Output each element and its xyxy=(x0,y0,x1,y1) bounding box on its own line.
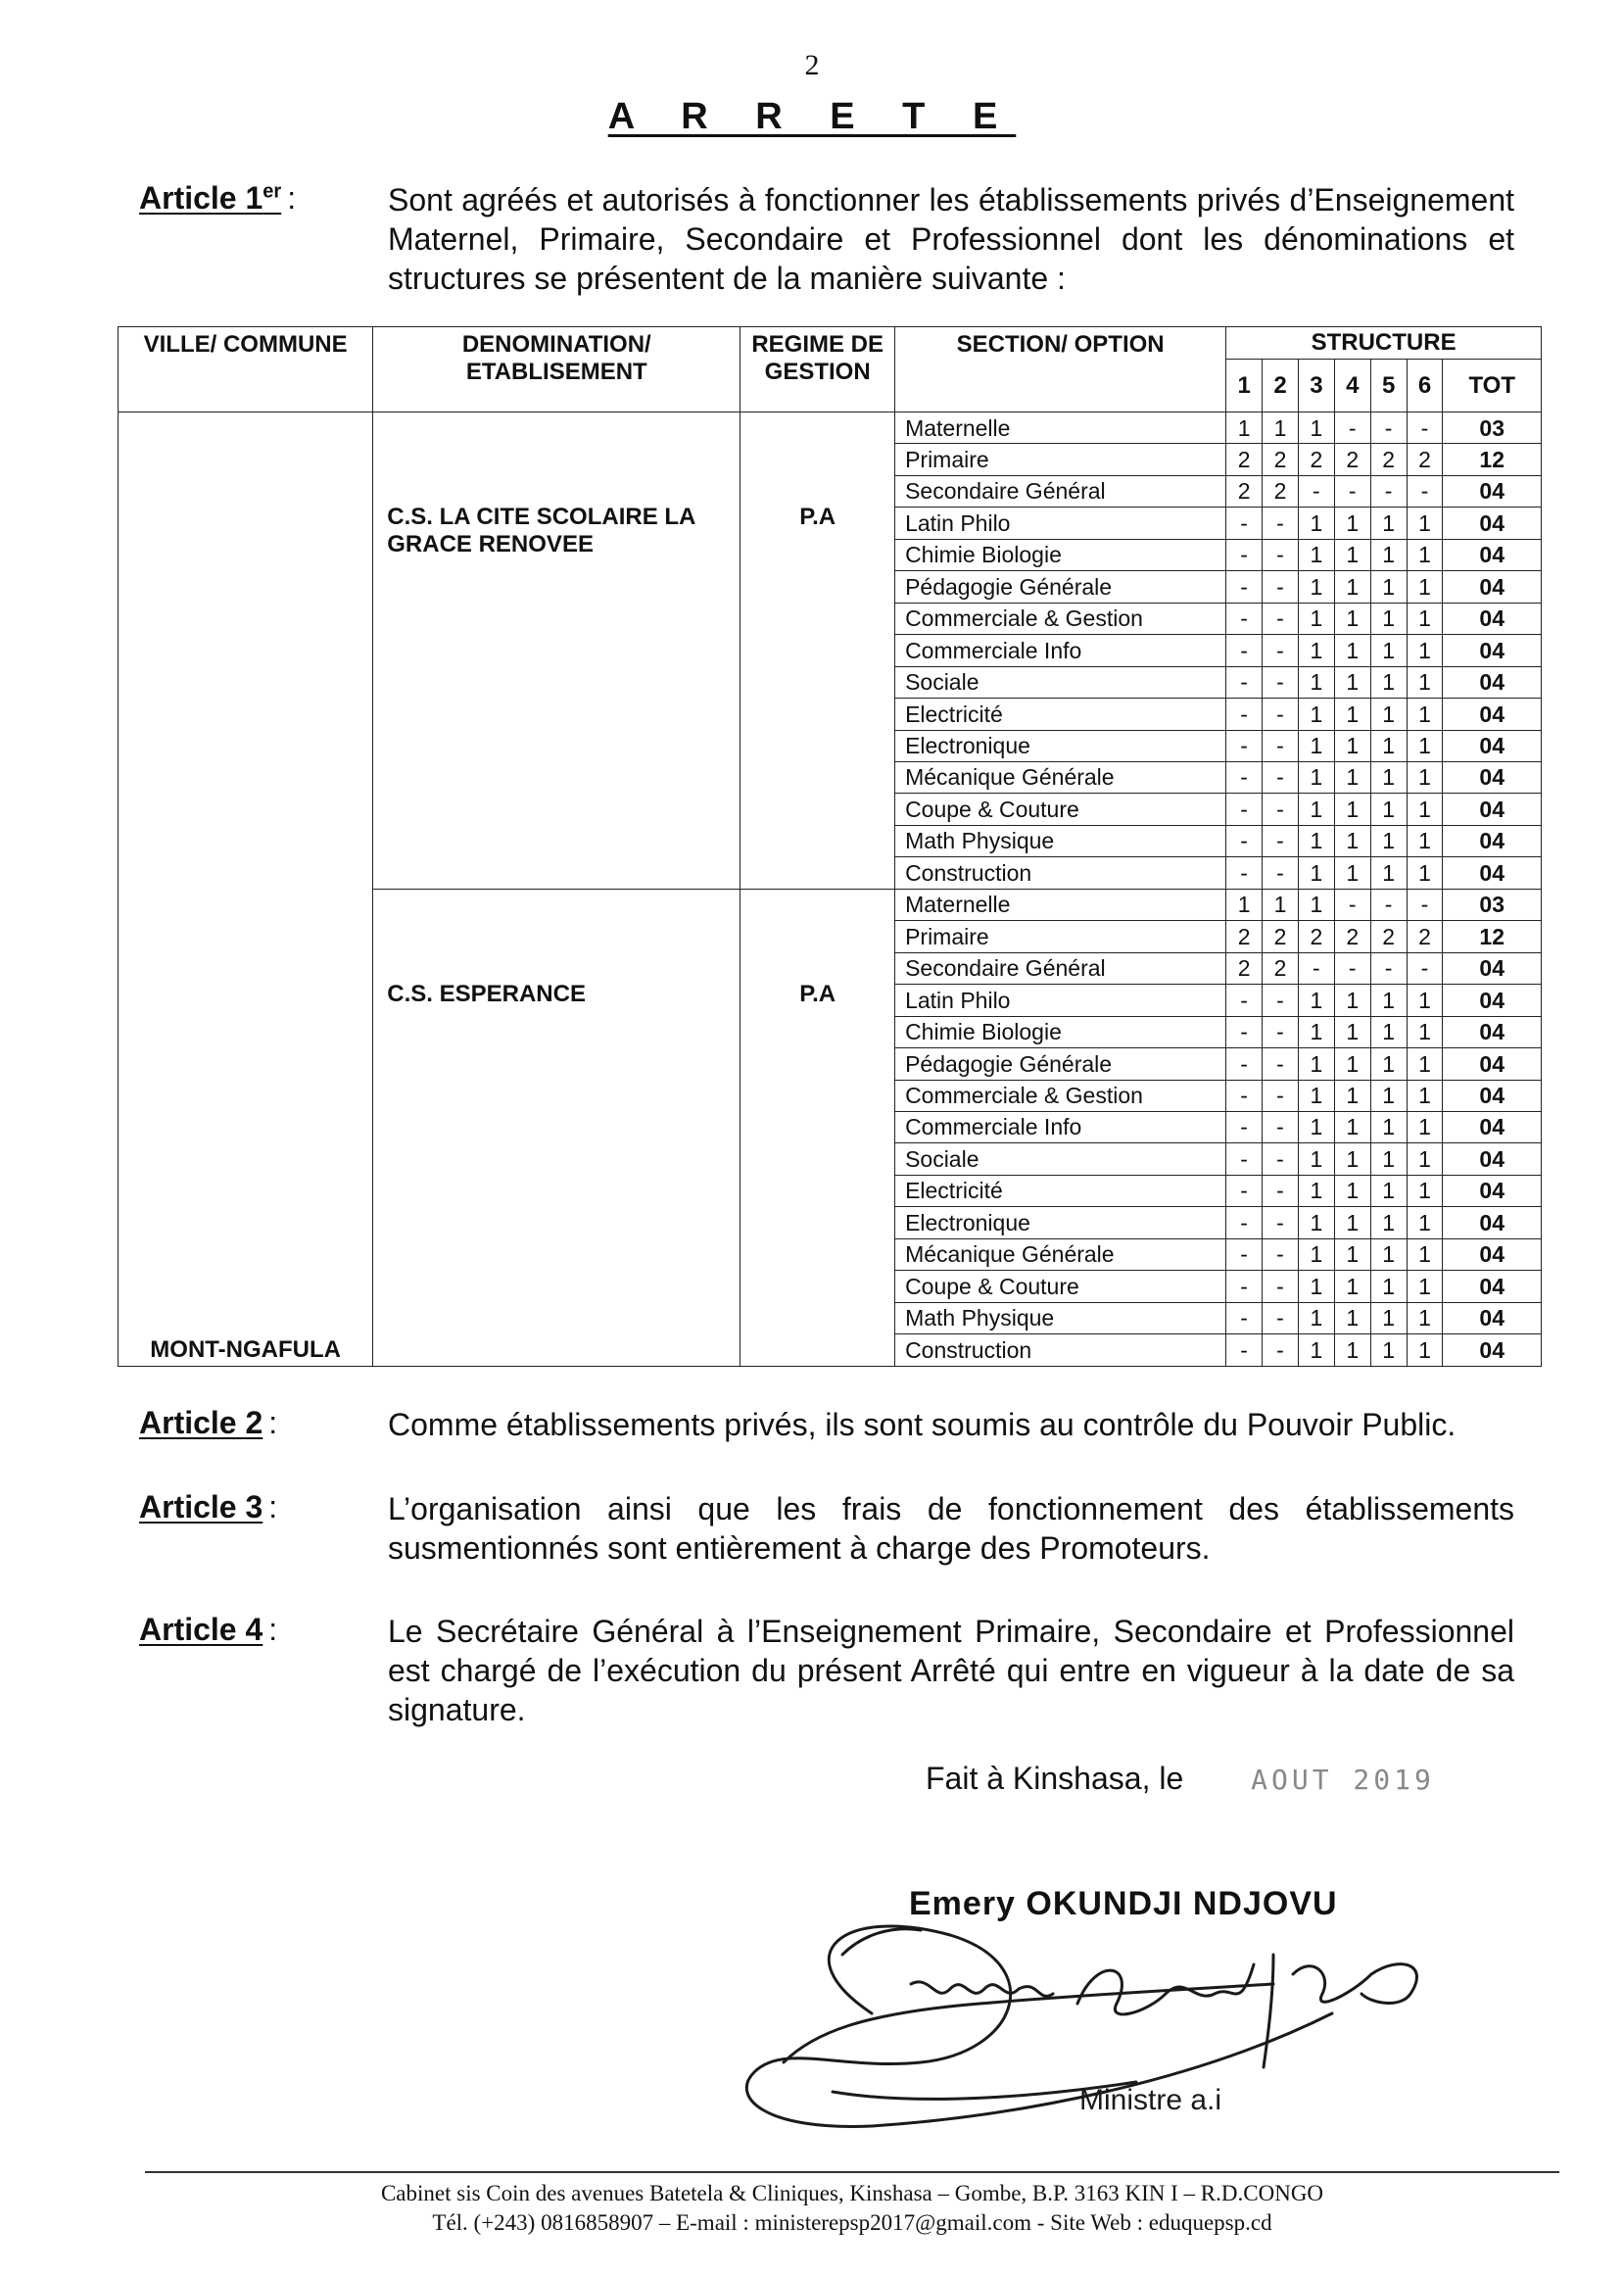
section-cell: Commerciale & Gestion xyxy=(895,603,1226,634)
header-col-tot: TOT xyxy=(1443,360,1542,412)
structure-value-cell: 1 xyxy=(1370,1080,1407,1111)
structure-value-cell: - xyxy=(1263,794,1299,825)
structure-value-cell: 1 xyxy=(1334,857,1370,889)
footer-divider xyxy=(145,2171,1559,2173)
structure-value-cell: - xyxy=(1226,1111,1263,1142)
structure-value-cell: - xyxy=(1226,635,1263,666)
article-3-label-text: Article 3 xyxy=(139,1489,263,1525)
structure-value-cell: 1 xyxy=(1298,1271,1334,1302)
ville-cell: MONT-NGAFULA xyxy=(119,412,373,1367)
structure-value-cell: 1 xyxy=(1407,1271,1443,1302)
structure-value-cell: 1 xyxy=(1407,1238,1443,1270)
total-cell: 04 xyxy=(1443,1334,1542,1367)
total-cell: 04 xyxy=(1443,1175,1542,1206)
structure-value-cell: 1 xyxy=(1370,1238,1407,1270)
structure-value-cell: 1 xyxy=(1298,1048,1334,1080)
article-4-label: Article 4 : xyxy=(139,1612,278,1647)
structure-value-cell: - xyxy=(1263,635,1299,666)
structure-value-cell: - xyxy=(1334,952,1370,984)
structure-value-cell: 1 xyxy=(1226,412,1263,444)
structure-value-cell: 1 xyxy=(1334,1207,1370,1238)
structure-value-cell: 1 xyxy=(1298,635,1334,666)
structure-value-cell: 1 xyxy=(1407,1207,1443,1238)
structure-value-cell: 1 xyxy=(1407,761,1443,793)
structure-value-cell: 1 xyxy=(1298,1080,1334,1111)
structure-value-cell: 1 xyxy=(1334,1238,1370,1270)
total-cell: 04 xyxy=(1443,857,1542,889)
total-cell: 04 xyxy=(1443,699,1542,730)
total-cell: 04 xyxy=(1443,539,1542,570)
structure-value-cell: 1 xyxy=(1298,1143,1334,1175)
document-title-text: A R R E T E xyxy=(607,96,1017,137)
total-cell: 04 xyxy=(1443,1302,1542,1333)
total-cell: 04 xyxy=(1443,475,1542,507)
structure-value-cell: - xyxy=(1263,1207,1299,1238)
section-cell: Electronique xyxy=(895,1207,1226,1238)
structure-value-cell: - xyxy=(1226,730,1263,761)
structure-value-cell: 1 xyxy=(1370,857,1407,889)
structure-value-cell: 1 xyxy=(1407,1048,1443,1080)
structure-value-cell: 2 xyxy=(1334,921,1370,952)
structure-value-cell: - xyxy=(1226,1302,1263,1333)
structure-value-cell: 2 xyxy=(1226,475,1263,507)
section-cell: Pédagogie Générale xyxy=(895,571,1226,603)
structure-value-cell: 1 xyxy=(1407,539,1443,570)
structure-value-cell: 1 xyxy=(1407,1175,1443,1206)
total-cell: 04 xyxy=(1443,1207,1542,1238)
article-2-label-text: Article 2 xyxy=(139,1405,263,1440)
structure-value-cell: 1 xyxy=(1298,412,1334,444)
structure-value-cell: - xyxy=(1407,475,1443,507)
structure-value-cell: - xyxy=(1263,539,1299,570)
article-2-text: Comme établissements privés, ils sont soumis au contrôle du Pouvoir Public. xyxy=(388,1407,1457,1442)
section-cell: Mécanique Générale xyxy=(895,1238,1226,1270)
structure-value-cell: - xyxy=(1263,857,1299,889)
section-cell: Secondaire Général xyxy=(895,952,1226,984)
section-cell: Sociale xyxy=(895,666,1226,698)
total-cell: 12 xyxy=(1443,444,1542,475)
structure-value-cell: 1 xyxy=(1298,699,1334,730)
structure-value-cell: - xyxy=(1334,475,1370,507)
structure-value-cell: 2 xyxy=(1370,444,1407,475)
structure-value-cell: - xyxy=(1407,952,1443,984)
structure-value-cell: - xyxy=(1263,1048,1299,1080)
structure-value-cell: - xyxy=(1226,1207,1263,1238)
total-cell: 04 xyxy=(1443,1048,1542,1080)
structure-value-cell: 1 xyxy=(1407,1080,1443,1111)
structure-value-cell: - xyxy=(1263,603,1299,634)
structure-value-cell: - xyxy=(1263,1271,1299,1302)
establishment-name: C.S. ESPERANCE xyxy=(373,889,740,1366)
structure-value-cell: - xyxy=(1263,699,1299,730)
section-cell: Electricité xyxy=(895,699,1226,730)
structure-value-cell: 1 xyxy=(1298,1016,1334,1047)
structure-value-cell: 1 xyxy=(1407,1302,1443,1333)
structure-value-cell: 1 xyxy=(1334,1334,1370,1367)
structure-value-cell: 1 xyxy=(1407,730,1443,761)
structure-value-cell: 1 xyxy=(1334,761,1370,793)
structure-value-cell: - xyxy=(1334,412,1370,444)
structure-value-cell: 1 xyxy=(1334,635,1370,666)
section-cell: Electronique xyxy=(895,730,1226,761)
total-cell: 04 xyxy=(1443,952,1542,984)
document-title xyxy=(0,96,1624,138)
section-cell: Commerciale Info xyxy=(895,1111,1226,1142)
article-4-label-text: Article 4 xyxy=(139,1612,263,1647)
structure-value-cell: - xyxy=(1407,412,1443,444)
section-cell: Sociale xyxy=(895,1143,1226,1175)
header-section: SECTION/ OPTION xyxy=(895,327,1226,412)
structure-value-cell: 1 xyxy=(1298,730,1334,761)
header-ville: VILLE/ COMMUNE xyxy=(119,327,373,412)
structure-value-cell: 1 xyxy=(1370,508,1407,539)
structure-value-cell: 1 xyxy=(1334,985,1370,1016)
total-cell: 04 xyxy=(1443,635,1542,666)
structure-value-cell: - xyxy=(1263,1175,1299,1206)
section-cell: Math Physique xyxy=(895,825,1226,856)
structure-value-cell: - xyxy=(1226,1238,1263,1270)
section-cell: Mécanique Générale xyxy=(895,761,1226,793)
structure-value-cell: - xyxy=(1226,1048,1263,1080)
article-2-label: Article 2 : xyxy=(139,1405,278,1440)
structure-value-cell: - xyxy=(1263,1016,1299,1047)
section-cell: Maternelle xyxy=(895,412,1226,444)
structure-value-cell: - xyxy=(1226,1271,1263,1302)
structure-value-cell: 1 xyxy=(1407,1111,1443,1142)
structure-value-cell: 1 xyxy=(1298,666,1334,698)
header-regime: REGIME DE GESTION xyxy=(740,327,895,412)
structure-value-cell: 1 xyxy=(1263,889,1299,920)
structure-value-cell: 1 xyxy=(1370,1207,1407,1238)
section-cell: Latin Philo xyxy=(895,508,1226,539)
signatory-name: Emery OKUNDJI NDJOVU xyxy=(909,1885,1338,1922)
structure-value-cell: 1 xyxy=(1334,1111,1370,1142)
structure-value-cell: 2 xyxy=(1226,444,1263,475)
structure-value-cell: - xyxy=(1263,825,1299,856)
total-cell: 04 xyxy=(1443,571,1542,603)
structure-value-cell: 1 xyxy=(1370,825,1407,856)
structure-value-cell: - xyxy=(1226,794,1263,825)
structure-value-cell: - xyxy=(1263,761,1299,793)
structure-value-cell: - xyxy=(1263,1143,1299,1175)
structure-table xyxy=(118,326,1542,1367)
structure-value-cell: - xyxy=(1226,985,1263,1016)
total-cell: 04 xyxy=(1443,508,1542,539)
structure-value-cell: 1 xyxy=(1298,571,1334,603)
structure-value-cell: - xyxy=(1226,603,1263,634)
structure-value-cell: - xyxy=(1226,539,1263,570)
structure-value-cell: - xyxy=(1226,1175,1263,1206)
article-3-label: Article 3 : xyxy=(139,1489,278,1525)
section-cell: Secondaire Général xyxy=(895,475,1226,507)
structure-value-cell: 1 xyxy=(1370,571,1407,603)
section-cell: Electricité xyxy=(895,1175,1226,1206)
total-cell: 04 xyxy=(1443,1238,1542,1270)
structure-value-cell: - xyxy=(1226,1143,1263,1175)
structure-value-cell: 2 xyxy=(1263,921,1299,952)
structure-value-cell: 1 xyxy=(1226,889,1263,920)
structure-value-cell: 1 xyxy=(1334,1048,1370,1080)
structure-value-cell: 1 xyxy=(1298,603,1334,634)
structure-value-cell: 1 xyxy=(1334,1175,1370,1206)
structure-value-cell: 1 xyxy=(1298,889,1334,920)
section-cell: Primaire xyxy=(895,444,1226,475)
footer-address: Cabinet sis Coin des avenues Batetela & Cliniques, Kinshasa – Gombe, B.P. 3163 KIN I – R.D.CONGO xyxy=(380,2181,1324,2205)
structure-value-cell: 1 xyxy=(1407,635,1443,666)
structure-value-cell: 2 xyxy=(1263,952,1299,984)
stamped-date: AOUT 2019 xyxy=(1251,1764,1435,1796)
structure-value-cell: 1 xyxy=(1370,603,1407,634)
structure-value-cell: - xyxy=(1226,666,1263,698)
structure-value-cell: 1 xyxy=(1334,730,1370,761)
section-cell: Commerciale & Gestion xyxy=(895,1080,1226,1111)
header-denomination: DENOMINATION/ ETABLISEMENT xyxy=(373,327,740,412)
section-cell: Construction xyxy=(895,1334,1226,1367)
structure-value-cell: 1 xyxy=(1334,508,1370,539)
structure-value-cell: 1 xyxy=(1298,761,1334,793)
structure-value-cell: 1 xyxy=(1370,1016,1407,1047)
structure-value-cell: 1 xyxy=(1334,1143,1370,1175)
structure-value-cell: 2 xyxy=(1263,444,1299,475)
section-cell: Math Physique xyxy=(895,1302,1226,1333)
regime-cell: P.A xyxy=(740,412,895,890)
total-cell: 04 xyxy=(1443,761,1542,793)
structure-value-cell: 1 xyxy=(1370,1334,1407,1367)
section-cell: Latin Philo xyxy=(895,985,1226,1016)
structure-value-cell: 1 xyxy=(1407,1016,1443,1047)
structure-value-cell: 1 xyxy=(1298,857,1334,889)
structure-value-cell: 2 xyxy=(1298,444,1334,475)
structure-value-cell: - xyxy=(1263,1238,1299,1270)
structure-value-cell: - xyxy=(1226,508,1263,539)
header-col: 5 xyxy=(1370,360,1407,412)
structure-value-cell: 1 xyxy=(1370,1143,1407,1175)
structure-value-cell: - xyxy=(1263,1334,1299,1367)
structure-value-cell: 1 xyxy=(1407,825,1443,856)
structure-value-cell: - xyxy=(1334,889,1370,920)
structure-value-cell: - xyxy=(1226,857,1263,889)
structure-value-cell: 1 xyxy=(1298,1111,1334,1142)
structure-value-cell: 1 xyxy=(1334,539,1370,570)
table-body xyxy=(119,412,1542,1367)
structure-value-cell: - xyxy=(1263,985,1299,1016)
section-cell: Coupe & Couture xyxy=(895,794,1226,825)
total-cell: 12 xyxy=(1443,921,1542,952)
structure-value-cell: 1 xyxy=(1370,985,1407,1016)
total-cell: 04 xyxy=(1443,825,1542,856)
structure-value-cell: 1 xyxy=(1298,794,1334,825)
structure-value-cell: - xyxy=(1226,825,1263,856)
structure-value-cell: - xyxy=(1370,952,1407,984)
place-date-text: Fait à Kinshasa, le xyxy=(926,1761,1184,1796)
structure-value-cell: 2 xyxy=(1407,444,1443,475)
structure-value-cell: 2 xyxy=(1226,952,1263,984)
regime-cell: P.A xyxy=(740,889,895,1366)
establishment-name: C.S. LA CITE SCOLAIRE LA GRACE RENOVEE xyxy=(373,412,740,890)
place-date xyxy=(926,1761,1435,1797)
structure-value-cell: 2 xyxy=(1370,921,1407,952)
section-cell: Construction xyxy=(895,857,1226,889)
structure-value-cell: - xyxy=(1226,571,1263,603)
signatory-role: Ministre a.i xyxy=(1079,2084,1222,2116)
structure-value-cell: 1 xyxy=(1334,1302,1370,1333)
structure-value-cell: - xyxy=(1407,889,1443,920)
total-cell: 04 xyxy=(1443,1080,1542,1111)
structure-value-cell: - xyxy=(1263,508,1299,539)
total-cell: 03 xyxy=(1443,412,1542,444)
structure-value-cell: - xyxy=(1226,699,1263,730)
structure-value-cell: 1 xyxy=(1370,794,1407,825)
total-cell: 04 xyxy=(1443,1016,1542,1047)
structure-value-cell: - xyxy=(1263,1302,1299,1333)
structure-value-cell: 2 xyxy=(1407,921,1443,952)
structure-value-cell: 1 xyxy=(1298,508,1334,539)
section-cell: Pédagogie Générale xyxy=(895,1048,1226,1080)
structure-value-cell: 1 xyxy=(1370,699,1407,730)
structure-value-cell: - xyxy=(1263,571,1299,603)
total-cell: 04 xyxy=(1443,794,1542,825)
table-row xyxy=(119,412,1542,444)
header-col: 1 xyxy=(1226,360,1263,412)
structure-value-cell: 1 xyxy=(1370,1048,1407,1080)
structure-value-cell: 1 xyxy=(1334,699,1370,730)
structure-value-cell: 1 xyxy=(1407,699,1443,730)
article-1-label-text: Article 1 xyxy=(139,180,263,216)
structure-value-cell: 1 xyxy=(1407,794,1443,825)
structure-value-cell: 1 xyxy=(1370,730,1407,761)
structure-value-cell: 1 xyxy=(1370,666,1407,698)
header-structure: STRUCTURE xyxy=(1226,327,1542,360)
header-col: 4 xyxy=(1334,360,1370,412)
structure-value-cell: 1 xyxy=(1334,1016,1370,1047)
structure-value-cell: - xyxy=(1370,889,1407,920)
article-3-text: L’organisation ainsi que les frais de fonctionnement des établissements susmentionnés sont entièrement à charge des Promoteurs. xyxy=(388,1491,1514,1566)
structure-value-cell: - xyxy=(1226,1080,1263,1111)
structure-value-cell: 1 xyxy=(1370,635,1407,666)
structure-value-cell: 1 xyxy=(1298,1302,1334,1333)
structure-value-cell: - xyxy=(1263,666,1299,698)
article-4-text: Le Secrétaire Général à l’Enseignement Primaire, Secondaire et Professionnel est chargé de l’exécution du présent Arrêté qui entre en vigueur à la date de sa signature. xyxy=(388,1614,1514,1727)
structure-value-cell: 1 xyxy=(1334,1080,1370,1111)
structure-value-cell: - xyxy=(1226,761,1263,793)
structure-value-cell: 1 xyxy=(1407,985,1443,1016)
structure-value-cell: 1 xyxy=(1298,1175,1334,1206)
structure-value-cell: 1 xyxy=(1298,985,1334,1016)
structure-value-cell: 1 xyxy=(1407,1334,1443,1367)
total-cell: 03 xyxy=(1443,889,1542,920)
structure-value-cell: 1 xyxy=(1334,794,1370,825)
section-cell: Coupe & Couture xyxy=(895,1271,1226,1302)
structure-value-cell: 1 xyxy=(1298,825,1334,856)
structure-value-cell: - xyxy=(1263,1111,1299,1142)
header-col: 2 xyxy=(1263,360,1299,412)
structure-value-cell: 1 xyxy=(1334,571,1370,603)
structure-value-cell: 1 xyxy=(1370,761,1407,793)
structure-value-cell: 1 xyxy=(1298,1238,1334,1270)
structure-value-cell: 1 xyxy=(1334,666,1370,698)
structure-value-cell: 1 xyxy=(1407,857,1443,889)
structure-value-cell: 1 xyxy=(1298,539,1334,570)
structure-value-cell: 1 xyxy=(1370,1175,1407,1206)
total-cell: 04 xyxy=(1443,1271,1542,1302)
article-1-text: Sont agréés et autorisés à fonctionner les établissements privés d’Enseignement Maternel, Primaire, Secondaire et Professionnel dont les dénominations et structures se présentent de la manière suivante : xyxy=(388,182,1514,296)
structure-value-cell: 1 xyxy=(1298,1207,1334,1238)
handwritten-signature xyxy=(725,1896,1489,2151)
total-cell: 04 xyxy=(1443,730,1542,761)
total-cell: 04 xyxy=(1443,985,1542,1016)
structure-value-cell: - xyxy=(1226,1016,1263,1047)
section-cell: Commerciale Info xyxy=(895,635,1226,666)
header-col: 3 xyxy=(1298,360,1334,412)
structure-value-cell: 1 xyxy=(1370,1302,1407,1333)
structure-value-cell: 1 xyxy=(1407,666,1443,698)
structure-value-cell: 2 xyxy=(1334,444,1370,475)
structure-value-cell: - xyxy=(1370,412,1407,444)
structure-value-cell: 1 xyxy=(1334,1271,1370,1302)
structure-value-cell: 1 xyxy=(1407,1143,1443,1175)
structure-value-cell: - xyxy=(1263,730,1299,761)
structure-value-cell: 2 xyxy=(1263,475,1299,507)
structure-value-cell: 1 xyxy=(1370,1271,1407,1302)
structure-value-cell: 1 xyxy=(1407,603,1443,634)
structure-value-cell: 1 xyxy=(1263,412,1299,444)
structure-value-cell: 1 xyxy=(1370,1111,1407,1142)
section-cell: Chimie Biologie xyxy=(895,1016,1226,1047)
structure-value-cell: 2 xyxy=(1298,921,1334,952)
structure-value-cell: 1 xyxy=(1407,571,1443,603)
article-1-label: Article 1er : xyxy=(139,180,297,216)
total-cell: 04 xyxy=(1443,603,1542,634)
total-cell: 04 xyxy=(1443,666,1542,698)
structure-value-cell: 1 xyxy=(1334,603,1370,634)
header-col: 6 xyxy=(1407,360,1443,412)
structure-value-cell: 1 xyxy=(1407,508,1443,539)
total-cell: 04 xyxy=(1443,1143,1542,1175)
article-1-label-sup: er xyxy=(263,180,282,203)
structure-value-cell: - xyxy=(1370,475,1407,507)
structure-value-cell: 1 xyxy=(1370,539,1407,570)
structure-value-cell: - xyxy=(1263,1080,1299,1111)
page-number: 2 xyxy=(804,49,820,81)
structure-value-cell: 2 xyxy=(1226,921,1263,952)
section-cell: Primaire xyxy=(895,921,1226,952)
structure-value-cell: 1 xyxy=(1334,825,1370,856)
structure-value-cell: - xyxy=(1226,1334,1263,1367)
total-cell: 04 xyxy=(1443,1111,1542,1142)
structure-value-cell: 1 xyxy=(1298,1334,1334,1367)
section-cell: Chimie Biologie xyxy=(895,539,1226,570)
structure-value-cell: - xyxy=(1298,475,1334,507)
footer-contact: Tél. (+243) 0816858907 – E-mail : ministerepsp2017@gmail.com - Site Web : eduquepsp.cd xyxy=(432,2210,1272,2235)
section-cell: Maternelle xyxy=(895,889,1226,920)
structure-value-cell: - xyxy=(1298,952,1334,984)
